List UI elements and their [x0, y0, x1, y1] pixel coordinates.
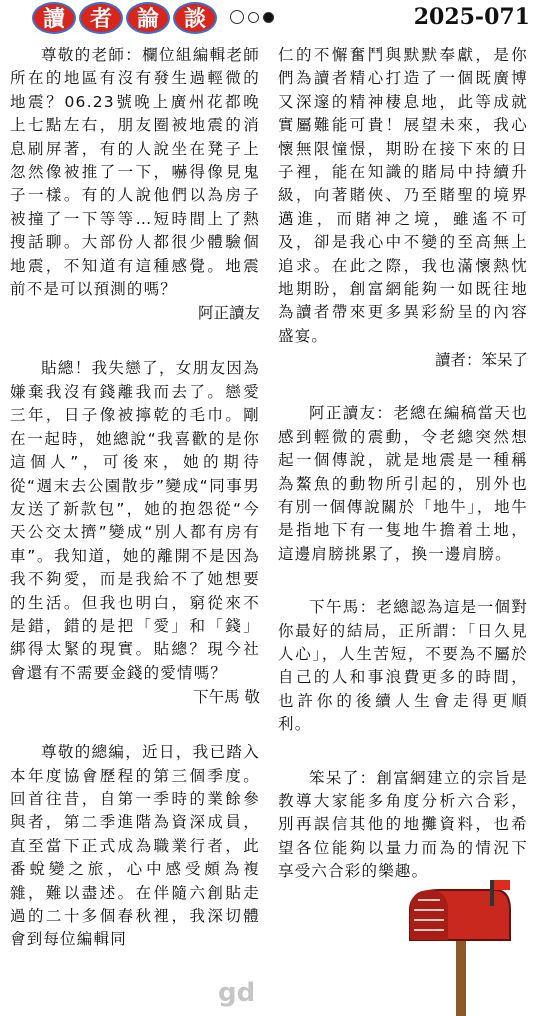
title-char-4: 談	[173, 2, 217, 34]
filled-circle-icon	[263, 12, 274, 23]
letter-signature: 阿正讀友	[197, 304, 260, 323]
letter-signature: 讀者：笨呆了	[434, 351, 528, 370]
right-column	[278, 44, 528, 884]
issue-number: 2025-071	[413, 4, 530, 30]
watermark: gd	[218, 978, 256, 1008]
circle-icon	[230, 10, 244, 24]
letter-text: 仁的不懈奮鬥與默默奉獻，是你們為讀者精心打造了一個既廣博又深邃的精神棲息地，此等成就實屬難能可貴！展望未來，我心懷無限憧憬，期盼在接下來的日子裡，能在知識的賭局中持續升級，向著賭俠、乃至賭聖的境界邁進，而賭神之境，雖遙不可及，卻是我心中不變的至高無上追求。在此之際，我也滿懷熱忱地期盼，創富網能夠一如既往地為讀者帶來更多異彩紛呈的內容盛宴。	[278, 46, 528, 345]
editor-reply-1	[278, 402, 528, 566]
title-char-1: 讀	[32, 2, 76, 34]
mailbox-icon	[400, 880, 520, 1016]
reader-letter-3	[10, 741, 260, 952]
reply-text: 笨呆了：創富網建立的宗旨是教導大家能多角度分析六合彩，別再誤信其他的地攤資料，也希望各位能夠以量力而為的情況下享受六合彩的樂趣。	[278, 768, 528, 881]
reader-letter-1	[10, 44, 260, 301]
title-char-3: 論	[126, 2, 170, 34]
reader-letter-2	[10, 357, 260, 685]
column-title	[32, 2, 217, 34]
decorative-dots	[230, 10, 274, 24]
reply-text: 阿正讀友：老總在編稿當天也感到輕微的震動，令老總突然想起一個傳說，就是地震是一種稱為鰲魚的動物所引起的，別外也有別一個傳說關於「地牛」，地牛是指地下有一隻地牛擔着土地，這邊肩膀挑累了，換一邊肩膀。	[278, 404, 528, 563]
reply-text: 下午馬：老總認為這是一個對你最好的結局，正所謂：「日久見人心」，人生苦短，不要為不屬於自己的人和事浪費更多的時間，也許你的後續人生會走得更順利。	[278, 598, 528, 734]
letter-text: 貼總！我失戀了，女朋友因為嫌棄我沒有錢離我而去了。戀愛三年，日子像被擰乾的毛巾。剛在一起時，她總說“我喜歡的是你這個人”，可後來，她的期待從“週末去公園散步”變成“同事男友送了新款包”，她的抱怨從“今天公交太擠”變成“別人都有房有車”。我知道，她的離開不是因為我不夠愛，而是我給不了她想要的生活。但我也明白，窮從來不是錯，錯的是把「愛」和「錢」綁得太緊的現實。貼總？現今社會還有不需要金錢的愛情嗎？	[10, 359, 260, 682]
letter-text: 尊敬的老師：欄位組編輯老師所在的地區有沒有發生過輕微的地震？06.23號晚上廣州花都晚上七點左右，朋友圈被地震的消息刷屏著，有的人說坐在凳子上忽然像被推了一下，嚇得像見鬼子一樣。有的人說他們以為房子被撞了一下等等…短時間上了熱搜話聊。大部份人都很少體驗個地震，不知道有這種感覺。地震前不是可以預測的嗎？	[10, 46, 260, 299]
left-column	[10, 44, 260, 952]
editor-reply-2	[278, 596, 528, 736]
title-char-2: 者	[79, 2, 123, 34]
letter-text: 尊敬的總編，近日，我已踏入本年度協會歷程的第三個季度。回首往昔，自第一季時的業餘參與者，第二季進階為資深成員，直至當下正式成為職業行者，此番蛻變之旅，心中感受頗為複雜，難以盡述。在伴隨六創貼走過的二十多個春秋裡，我深切體會到每位編輯同	[10, 743, 260, 949]
reader-letter-3-continued	[278, 44, 528, 348]
header	[0, 0, 540, 36]
letter-signature: 下午馬 敬	[193, 688, 260, 707]
circle-icon	[248, 12, 259, 23]
editor-reply-3	[278, 767, 528, 884]
